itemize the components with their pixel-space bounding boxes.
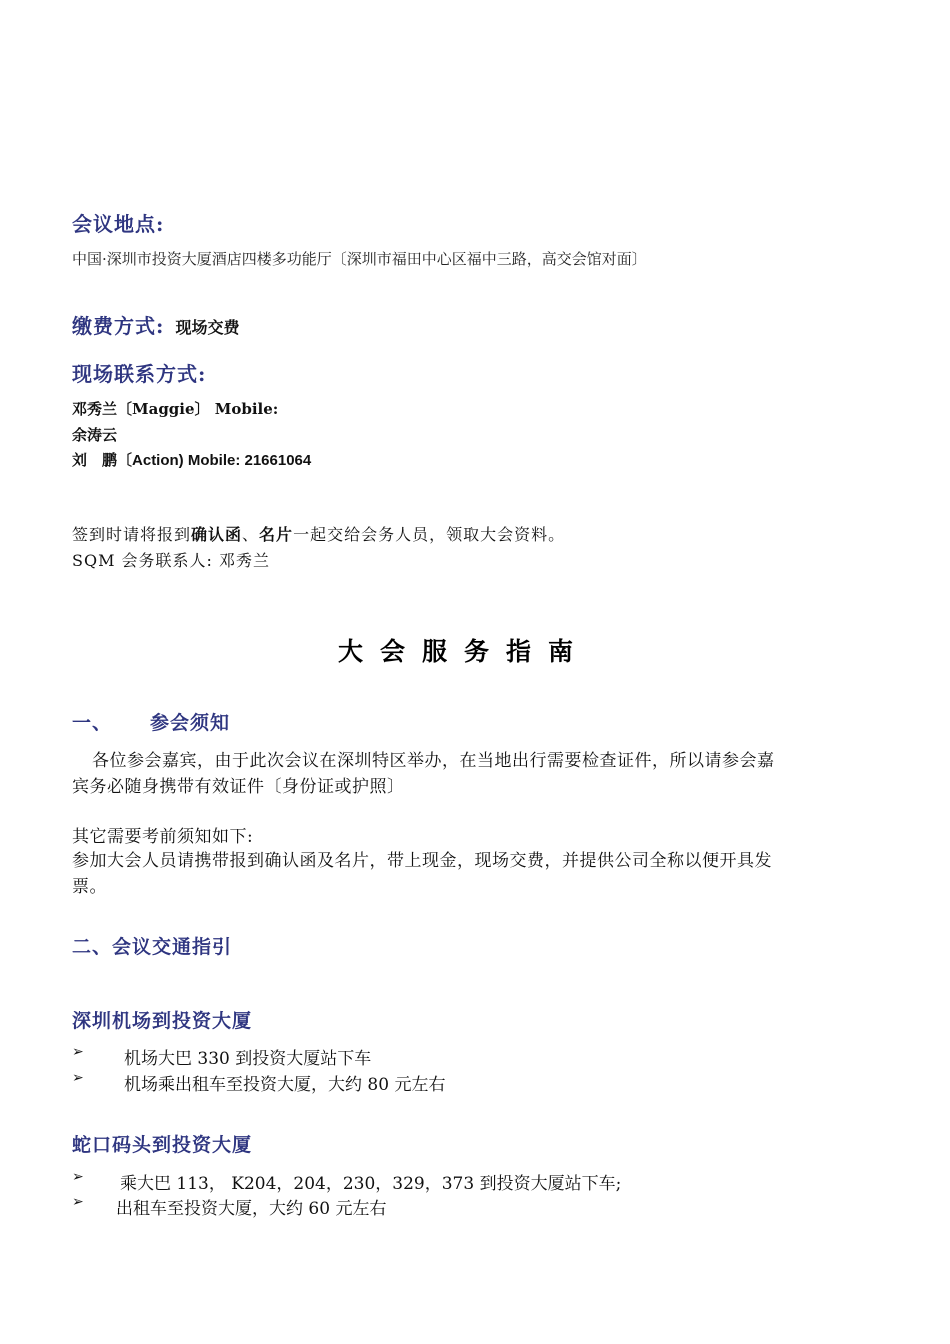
checkin-pre: 签到时请将报到 — [72, 525, 192, 544]
para-1-line-1: 各位参会嘉宾，由于此次会议在深圳特区举办，在当地出行需要检查证件，所以请参会嘉 — [92, 751, 775, 771]
payment-method: 现场交费 — [175, 318, 240, 337]
section-1-title: 参会须知 — [150, 712, 231, 734]
para-1-line-2: 宾务必随身携带有效证件〔身份证或护照〕 — [72, 777, 405, 797]
route-2-heading: 蛇口码头到投资大厦 — [72, 1134, 253, 1156]
checkin-card: 名片 — [259, 525, 294, 544]
payment-colon: : — [156, 314, 165, 338]
bullet-arrow-icon: ➢ — [72, 1070, 84, 1086]
route-1-item-1 — [72, 1044, 772, 1068]
venue-heading: 会议地点: — [72, 212, 165, 236]
route-1-heading: 深圳机场到投资大厦 — [72, 1010, 253, 1032]
para-2-line-2: 参加大会人员请携带报到确认函及名片，带上现金，现场交费，并提供公司全称以便开具发 — [72, 851, 772, 871]
contact-line-1: 邓秀兰〔Maggie〕 Mobile: — [72, 400, 279, 418]
route-2-item-2-text: 出租车至投资大厦，大约 60 元左右 — [116, 1199, 387, 1219]
section-2-title: 二、会议交通指引 — [72, 936, 233, 958]
checkin-sep: 、 — [242, 525, 260, 544]
para-2-line-1: 其它需要考前须知如下: — [72, 827, 254, 847]
venue-address: 中国·深圳市投资大厦酒店四楼多功能厅〔深圳市福田中心区福中三路，高交会馆对面〕 — [72, 250, 647, 268]
route-1-item-1-text: 机场大巴 330 到投资大厦站下车 — [124, 1049, 372, 1069]
bullet-arrow-icon: ➢ — [72, 1194, 84, 1210]
route-2-item-2 — [72, 1194, 772, 1218]
route-2-item-1-text: 乘大巴 113， K204，204，230，329，373 到投资大厦站下车; — [120, 1174, 622, 1194]
bullet-arrow-icon: ➢ — [72, 1044, 84, 1060]
checkin-confirmation: 确认函 — [191, 525, 243, 544]
payment-heading: 缴费方式 — [72, 314, 156, 338]
guide-title: 大会服务指南 — [338, 637, 591, 666]
contact-line-3-name: 刘 鹏 — [72, 451, 118, 469]
route-2-item-1 — [72, 1169, 772, 1193]
checkin-post: 一起交给会务人员，领取大会资料。 — [293, 525, 566, 544]
checkin-line — [72, 522, 565, 545]
payment-line — [72, 310, 240, 339]
section-1-number: 一、 — [72, 712, 113, 734]
contact-line-3-rest: 〔Action) Mobile: 21661064 — [117, 452, 312, 469]
route-1-item-2-text: 机场乘出租车至投资大厦，大约 80 元左右 — [124, 1075, 446, 1095]
sqm-contact: SQM 会务联系人: 邓秀兰 — [72, 551, 271, 570]
para-2-line-3: 票。 — [72, 877, 107, 897]
contact-line-2: 余涛云 — [72, 426, 118, 444]
route-1-item-2 — [72, 1070, 772, 1094]
bullet-arrow-icon: ➢ — [72, 1169, 84, 1185]
contact-heading: 现场联系方式: — [72, 362, 207, 386]
contact-line-3 — [72, 449, 311, 470]
